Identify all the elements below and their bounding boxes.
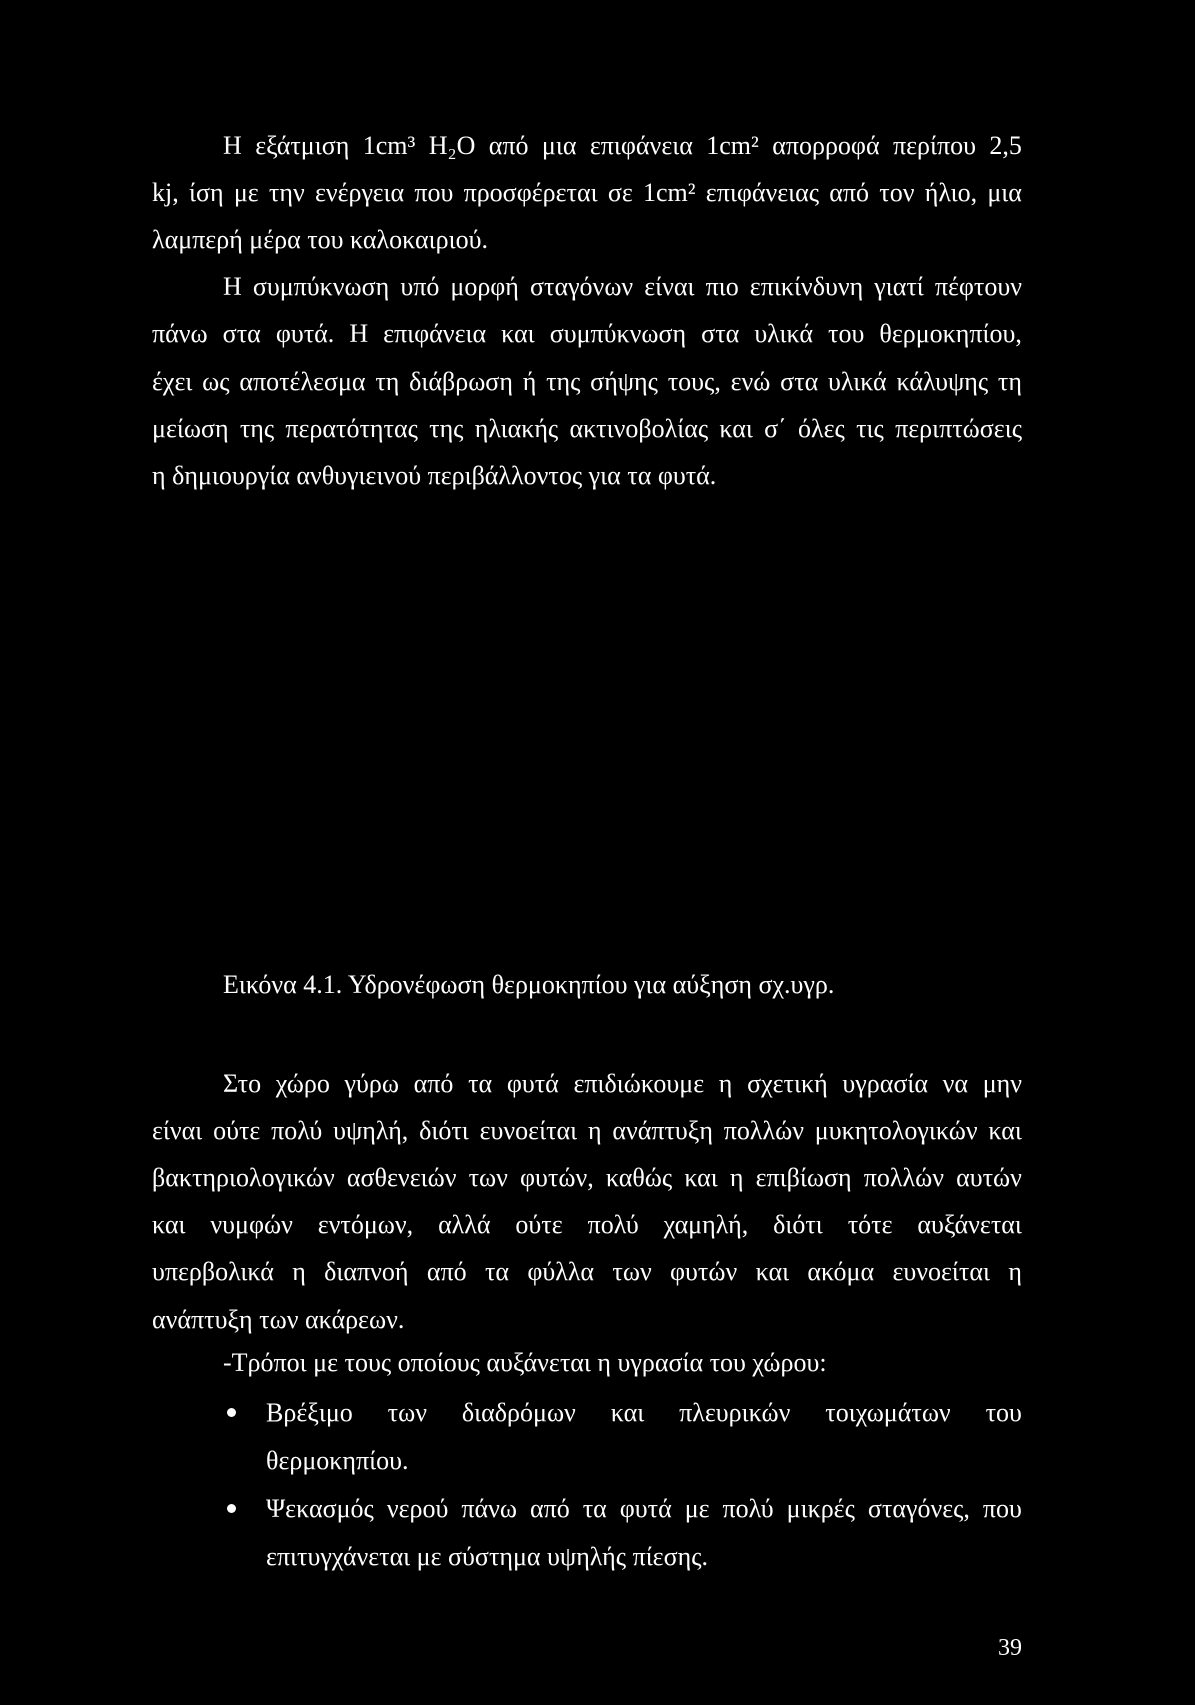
word: 1cm² bbox=[706, 130, 759, 160]
word: γύρω bbox=[344, 1068, 399, 1098]
word: διότι bbox=[419, 1115, 469, 1145]
word: διότι bbox=[773, 1210, 823, 1240]
word: η bbox=[292, 1257, 306, 1287]
body-text-line bbox=[152, 358, 1022, 405]
word: από bbox=[426, 1257, 467, 1287]
word: πέφτουν bbox=[934, 272, 1022, 302]
word: τη bbox=[997, 366, 1022, 396]
word: κάλυψης bbox=[896, 366, 989, 396]
word: τον bbox=[879, 177, 915, 207]
word: αυξάνεται bbox=[917, 1210, 1022, 1240]
body-text-line bbox=[152, 1107, 1022, 1154]
word: των bbox=[387, 1397, 427, 1427]
word: ακτινοβολίας bbox=[569, 413, 709, 443]
word: σ΄ bbox=[764, 413, 787, 443]
word: πολύ bbox=[722, 1493, 774, 1523]
word: εξάτμιση bbox=[255, 130, 350, 160]
body-text-line bbox=[223, 1060, 1022, 1107]
word: επιφάνειας bbox=[705, 177, 820, 207]
word: τη bbox=[375, 366, 400, 396]
word: μια bbox=[987, 177, 1022, 207]
word: φυτά. bbox=[275, 319, 335, 349]
body-text-line bbox=[152, 405, 1022, 452]
word: ως bbox=[202, 366, 230, 396]
word: φυτά bbox=[506, 1068, 559, 1098]
word: μικρές bbox=[786, 1493, 855, 1523]
word: φυτών bbox=[670, 1257, 738, 1287]
word: πλευρικών bbox=[679, 1397, 791, 1427]
word: θερμοκηπίου, bbox=[879, 319, 1022, 349]
word: τα bbox=[582, 1493, 607, 1523]
methods-intro: -Τρόποι με τους οποίους αυξάνεται η υγρασία του χώρου: bbox=[223, 1347, 827, 1377]
body-text-line bbox=[223, 122, 1022, 169]
word: με bbox=[233, 177, 259, 207]
body-text-line bbox=[223, 263, 1022, 310]
word: και bbox=[610, 1397, 645, 1427]
bullet-text-line: θερμοκηπίου. bbox=[266, 1445, 409, 1475]
word: η bbox=[587, 1115, 602, 1145]
word: απορροφά bbox=[772, 130, 880, 160]
body-text-line: η δημιουργία ανθυγιεινού περιβάλλοντος για τα φυτά. bbox=[152, 460, 717, 490]
word: μια bbox=[541, 130, 577, 160]
word: kj, bbox=[152, 177, 179, 207]
figure-caption: Εικόνα 4.1. Υδρονέφωση θερμοκηπίου για αύξηση σχ.υγρ. bbox=[223, 970, 835, 999]
word: τα bbox=[484, 1257, 510, 1287]
word: από bbox=[488, 130, 529, 160]
word: έχει bbox=[152, 366, 193, 396]
word: με bbox=[684, 1493, 710, 1523]
word: επιβίωση bbox=[755, 1162, 852, 1192]
word: γιατί bbox=[874, 272, 924, 302]
word: τις bbox=[856, 413, 884, 443]
word: πολλών bbox=[863, 1162, 944, 1192]
word: διαδρόμων bbox=[461, 1397, 576, 1427]
word: του bbox=[828, 319, 865, 349]
word: του bbox=[985, 1397, 1022, 1427]
word: 2,5 bbox=[989, 130, 1022, 160]
word: πολύ bbox=[271, 1115, 323, 1145]
word: των bbox=[612, 1257, 652, 1287]
word: που bbox=[414, 177, 454, 207]
word: διάβρωση bbox=[409, 366, 513, 396]
word: ενώ bbox=[730, 366, 771, 396]
word: τους, bbox=[667, 366, 721, 396]
word: και bbox=[684, 1162, 718, 1192]
word: η bbox=[729, 1162, 744, 1192]
word: φυτά bbox=[619, 1493, 672, 1523]
word: υψηλή, bbox=[333, 1115, 409, 1145]
word: σταγόνων bbox=[529, 272, 634, 302]
word: στα bbox=[222, 319, 261, 349]
body-text-line bbox=[152, 1154, 1022, 1201]
word: ήλιο, bbox=[924, 177, 978, 207]
body-text-line bbox=[152, 1201, 1022, 1248]
word: να bbox=[942, 1068, 969, 1098]
word: ασθενειών bbox=[346, 1162, 457, 1192]
word: στα bbox=[780, 366, 819, 396]
word: 1cm³ bbox=[362, 130, 416, 160]
word: την bbox=[268, 177, 305, 207]
word: σταγόνες, bbox=[867, 1493, 970, 1523]
word: μην bbox=[982, 1068, 1022, 1098]
word: διαπνοή bbox=[324, 1257, 409, 1287]
word: μυκητολογικών bbox=[814, 1115, 978, 1145]
word: υλικά bbox=[828, 366, 887, 396]
word: νερού bbox=[386, 1493, 449, 1523]
word: ή bbox=[522, 366, 537, 396]
word: από bbox=[529, 1493, 570, 1523]
word: επιφάνεια bbox=[383, 319, 487, 349]
word: Ψεκασμός bbox=[266, 1493, 374, 1523]
word: μείωση bbox=[152, 413, 229, 443]
word: Η bbox=[223, 272, 242, 302]
word: πάνω bbox=[152, 319, 208, 349]
word: υπερβολικά bbox=[152, 1257, 274, 1287]
word: και bbox=[501, 319, 535, 349]
word: από bbox=[829, 177, 870, 207]
word: επιδιώκουμε bbox=[573, 1068, 705, 1098]
word: χαμηλή, bbox=[663, 1210, 749, 1240]
page-number: 39 bbox=[998, 1635, 1022, 1661]
word: H₂O bbox=[428, 130, 476, 160]
word: των bbox=[468, 1162, 508, 1192]
word: και bbox=[152, 1210, 186, 1240]
word: περιπτώσεις bbox=[895, 413, 1022, 443]
bullet-text-line bbox=[266, 1485, 1022, 1532]
word: ανάπτυξη bbox=[612, 1115, 713, 1145]
word: Η bbox=[349, 319, 369, 349]
word: νυμφών bbox=[210, 1210, 293, 1240]
word: περατότητας bbox=[285, 413, 418, 443]
word: τα bbox=[468, 1068, 493, 1098]
word: της bbox=[546, 366, 581, 396]
word: ενέργεια bbox=[314, 177, 405, 207]
body-text-line bbox=[152, 169, 1022, 216]
word: η bbox=[718, 1068, 733, 1098]
word: αποτέλεσμα bbox=[239, 366, 366, 396]
word: ευνοείται bbox=[479, 1115, 578, 1145]
word: πιο bbox=[705, 272, 739, 302]
word: είναι bbox=[644, 272, 695, 302]
word: Στο bbox=[223, 1068, 262, 1098]
word: αλλά bbox=[438, 1210, 491, 1240]
body-text-line: λαμπερή μέρα του καλοκαιριού. bbox=[152, 224, 488, 254]
word: επικίνδυνη bbox=[749, 272, 864, 302]
word: πάνω bbox=[461, 1493, 517, 1523]
word: όλες bbox=[798, 413, 845, 443]
word: πολλών bbox=[723, 1115, 804, 1145]
word: περίπου bbox=[892, 130, 976, 160]
word: υλικά bbox=[754, 319, 813, 349]
word: ούτε bbox=[213, 1115, 261, 1145]
word: στα bbox=[701, 319, 740, 349]
word: 1cm² bbox=[642, 177, 696, 207]
word: τότε bbox=[847, 1210, 893, 1240]
word: τοιχωμάτων bbox=[825, 1397, 951, 1427]
word: συμπύκνωση bbox=[252, 272, 390, 302]
word: ευνοείται bbox=[892, 1257, 990, 1287]
word: μορφή bbox=[450, 272, 519, 302]
body-text-line: ανάπτυξη των ακάρεων. bbox=[152, 1304, 405, 1334]
body-text-line bbox=[152, 1248, 1022, 1295]
word: σχετική bbox=[747, 1068, 828, 1098]
bullet-text-line bbox=[266, 1389, 1022, 1436]
word: που bbox=[982, 1493, 1022, 1523]
word: σήψης bbox=[590, 366, 658, 396]
word: είναι bbox=[152, 1115, 203, 1145]
word: και bbox=[719, 413, 753, 443]
word: σε bbox=[607, 177, 633, 207]
word: αυτών bbox=[956, 1162, 1022, 1192]
word: της bbox=[239, 413, 275, 443]
word: από bbox=[413, 1068, 454, 1098]
word: ίση bbox=[188, 177, 224, 207]
word: ακόμα bbox=[807, 1257, 875, 1287]
word: πολύ bbox=[587, 1210, 639, 1240]
word: φυτών, bbox=[520, 1162, 594, 1192]
word: προσφέρεται bbox=[463, 177, 598, 207]
word: φύλλα bbox=[527, 1257, 595, 1287]
bullet-text-line: επιτυγχάνεται με σύστημα υψηλής πίεσης. bbox=[266, 1541, 709, 1571]
word: ηλιακής bbox=[474, 413, 559, 443]
word: Η bbox=[223, 130, 242, 160]
word: Βρέξιμο bbox=[266, 1397, 353, 1427]
word: η bbox=[1008, 1257, 1022, 1287]
word: και bbox=[755, 1257, 790, 1287]
bullet-icon bbox=[227, 1408, 236, 1417]
word: υγρασία bbox=[842, 1068, 928, 1098]
word: και bbox=[988, 1115, 1022, 1145]
word: ούτε bbox=[515, 1210, 563, 1240]
word: εντόμων, bbox=[317, 1210, 414, 1240]
word: της bbox=[429, 413, 464, 443]
bullet-icon bbox=[227, 1504, 236, 1513]
word: υπό bbox=[400, 272, 440, 302]
body-text-line bbox=[152, 310, 1022, 357]
word: επιφάνεια bbox=[589, 130, 693, 160]
word: καθώς bbox=[605, 1162, 673, 1192]
word: χώρο bbox=[275, 1068, 330, 1098]
word: συμπύκνωση bbox=[549, 319, 687, 349]
word: βακτηριολογικών bbox=[152, 1162, 335, 1192]
